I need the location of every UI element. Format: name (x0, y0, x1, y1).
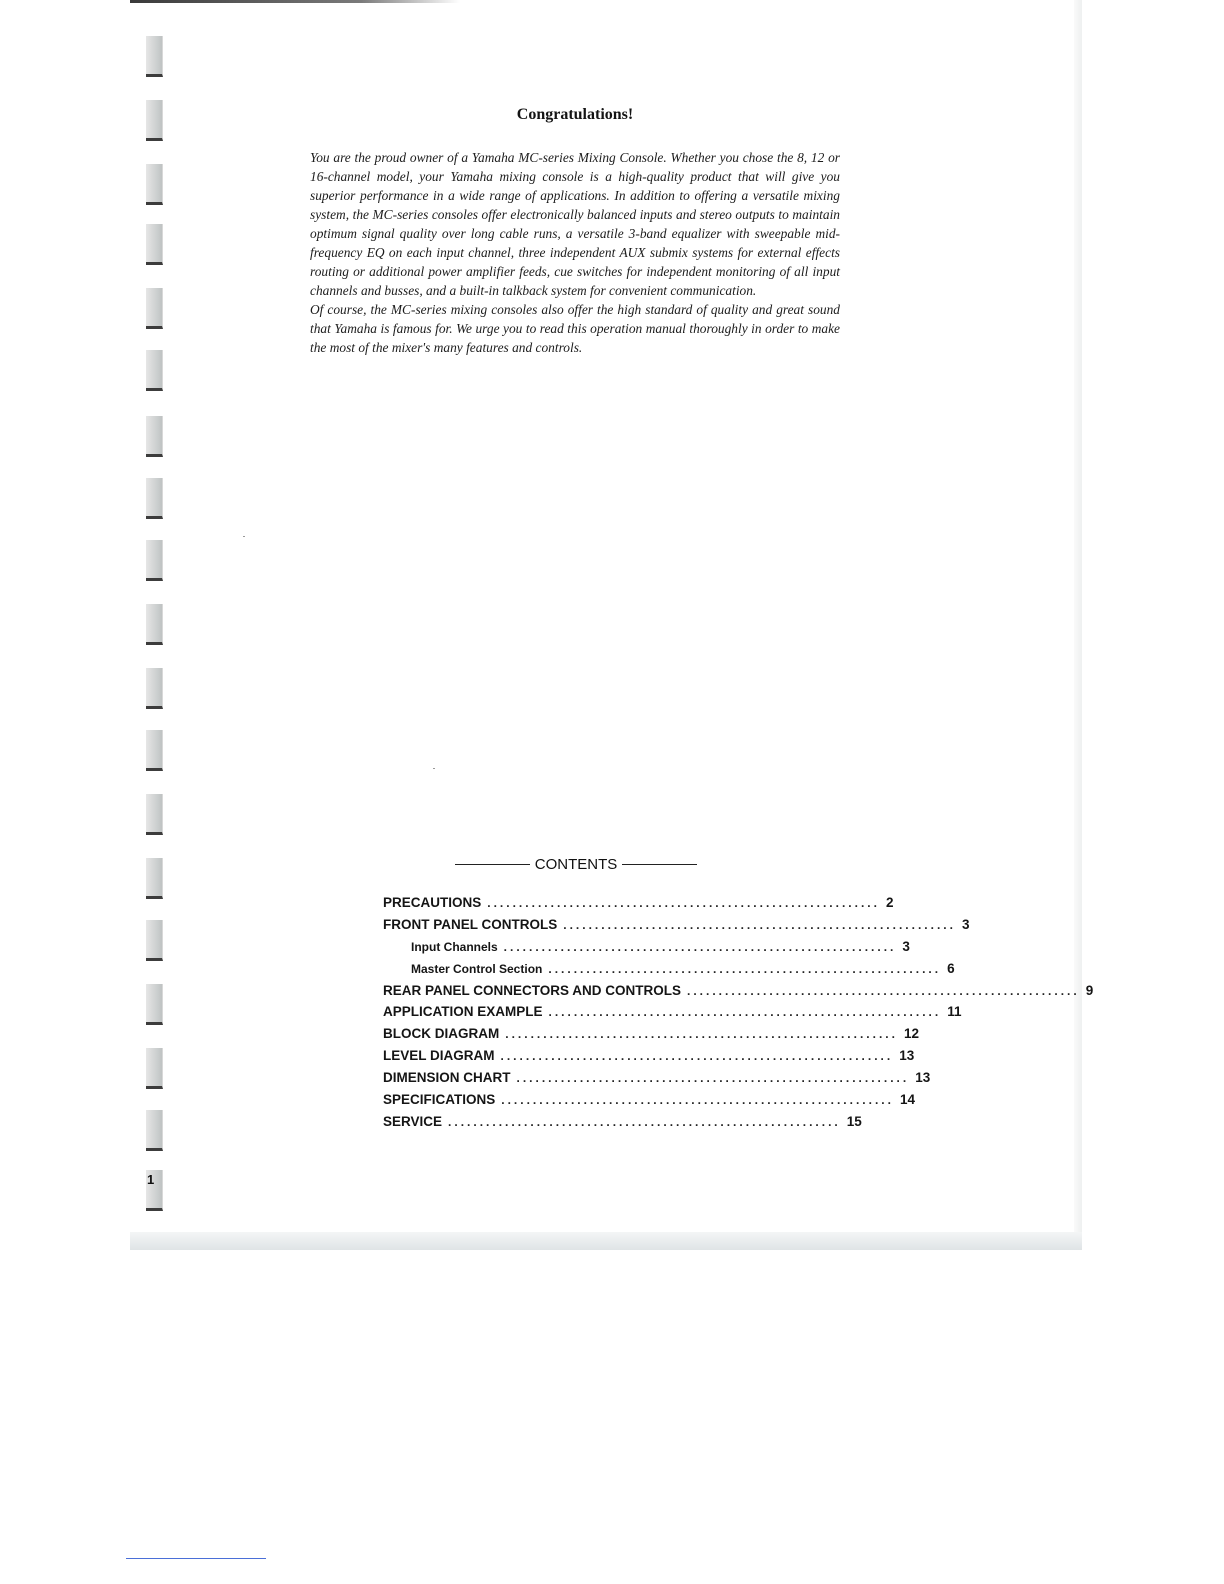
toc-entry-page: 13 (899, 1048, 915, 1064)
page-bottom-edge (130, 1232, 1082, 1250)
binding-ring (146, 1110, 163, 1151)
toc-entry-page: 15 (846, 1113, 862, 1129)
toc-leader: .............................................................. (563, 917, 956, 932)
binding-ring (146, 730, 163, 771)
binding-ring (146, 416, 163, 457)
intro-paragraph-1: You are the proud owner of a Yamaha MC-series Mixing Console. Whether you chose the 8, 12 or 16-channel model, your Yamaha mixing console is a high-quality product that will give you superior performance in a wide range of applications. In addition to offering a versatile mixing system, the MC-series consoles offer electronically balanced inputs and stereo outputs to maintain optimum signal quality over long cable runs, a versatile 3-band equalizer with sweepable mid-frequency EQ on each input channel, three independent AUX submix systems for external effects routing or additional power amplifier feeds, cue switches for independent monitoring of all input channels and busses, and a built-in talkback system for convenient communication. (310, 150, 840, 298)
binding-ring (146, 920, 163, 961)
toc-entry-page: 14 (899, 1092, 916, 1108)
right-page-edge (1074, 0, 1082, 1250)
toc-entry (383, 1004, 962, 1026)
table-of-contents (383, 895, 1094, 1136)
page-number: 1 (147, 1172, 155, 1187)
toc-entry-label: SPECIFICATIONS (383, 1092, 496, 1108)
toc-entry-page: 11 (947, 1004, 962, 1020)
toc-subentry (383, 960, 955, 983)
toc-entry-label: FRONT PANEL CONTROLS (383, 916, 558, 932)
toc-entry-label: Input Channels (411, 939, 498, 954)
toc-leader: .............................................................. (548, 961, 942, 976)
toc-leader: .............................................................. (487, 896, 880, 910)
binding-ring (146, 350, 163, 391)
toc-leader: .............................................................. (503, 939, 897, 954)
toc-leader: .............................................................. (505, 1027, 898, 1042)
toc-entry-label: APPLICATION EXAMPLE (383, 1004, 543, 1020)
binding-ring (146, 858, 163, 899)
page-heading: Congratulations! (516, 106, 634, 123)
contents-title (455, 853, 697, 875)
toc-entry (383, 1070, 931, 1092)
toc-entry-label: BLOCK DIAGRAM (383, 1026, 500, 1042)
toc-entry (383, 1092, 916, 1114)
toc-leader: .............................................................. (687, 983, 1080, 998)
intro-text (310, 148, 840, 357)
toc-subentry (383, 938, 910, 961)
toc-entry-page: 3 (902, 938, 910, 954)
binding-ring (146, 288, 163, 329)
bottom-underline (126, 1558, 266, 1559)
binding-ring (146, 794, 163, 835)
spiral-binding (140, 28, 176, 1218)
top-edge-rule (130, 0, 460, 3)
toc-entry-label: REAR PANEL CONNECTORS AND CONTROLS (383, 982, 682, 998)
title-rule-left (455, 864, 530, 865)
binding-ring (146, 984, 163, 1025)
scan-speck (243, 536, 245, 537)
binding-ring (146, 100, 163, 141)
scan-speck (433, 768, 435, 769)
toc-entry-page: 2 (885, 895, 894, 910)
toc-entry-label: Master Control Section (411, 961, 543, 976)
toc-entry (383, 916, 970, 939)
title-rule-right (622, 864, 697, 865)
toc-leader: .............................................................. (548, 1005, 942, 1020)
toc-entry-page: 6 (947, 960, 955, 976)
toc-entry-label: PRECAUTIONS (383, 895, 482, 910)
toc-entry (383, 895, 894, 917)
toc-entry-page: 3 (961, 916, 970, 932)
intro-paragraph-2: Of course, the MC-series mixing consoles also offer the high standard of quality and great sound that Yamaha is famous for. We urge you to read this operation manual thoroughly in order to make the most of the mixer's many features and controls. (310, 302, 840, 355)
binding-ring (146, 1048, 163, 1089)
toc-entry (383, 1048, 915, 1070)
binding-ring (146, 604, 163, 645)
contents-title-text: CONTENTS (534, 855, 618, 873)
toc-leader: .............................................................. (501, 1093, 894, 1108)
toc-entry (383, 1113, 862, 1136)
toc-leader: .............................................................. (516, 1071, 910, 1086)
toc-leader: .............................................................. (500, 1049, 894, 1064)
toc-entry (383, 982, 1094, 1005)
binding-ring (146, 36, 163, 77)
binding-ring (146, 478, 163, 519)
toc-entry-page: 12 (903, 1026, 919, 1042)
toc-entry-label: DIMENSION CHART (383, 1070, 511, 1086)
toc-leader: .............................................................. (448, 1114, 841, 1129)
binding-ring (146, 668, 163, 709)
toc-entry-page: 13 (915, 1070, 931, 1086)
toc-entry-label: LEVEL DIAGRAM (383, 1048, 495, 1064)
binding-ring (146, 224, 163, 265)
binding-ring (146, 164, 163, 205)
toc-entry-page: 9 (1085, 982, 1094, 998)
binding-ring (146, 540, 163, 581)
toc-entry (383, 1026, 919, 1048)
toc-entry-label: SERVICE (383, 1113, 443, 1129)
